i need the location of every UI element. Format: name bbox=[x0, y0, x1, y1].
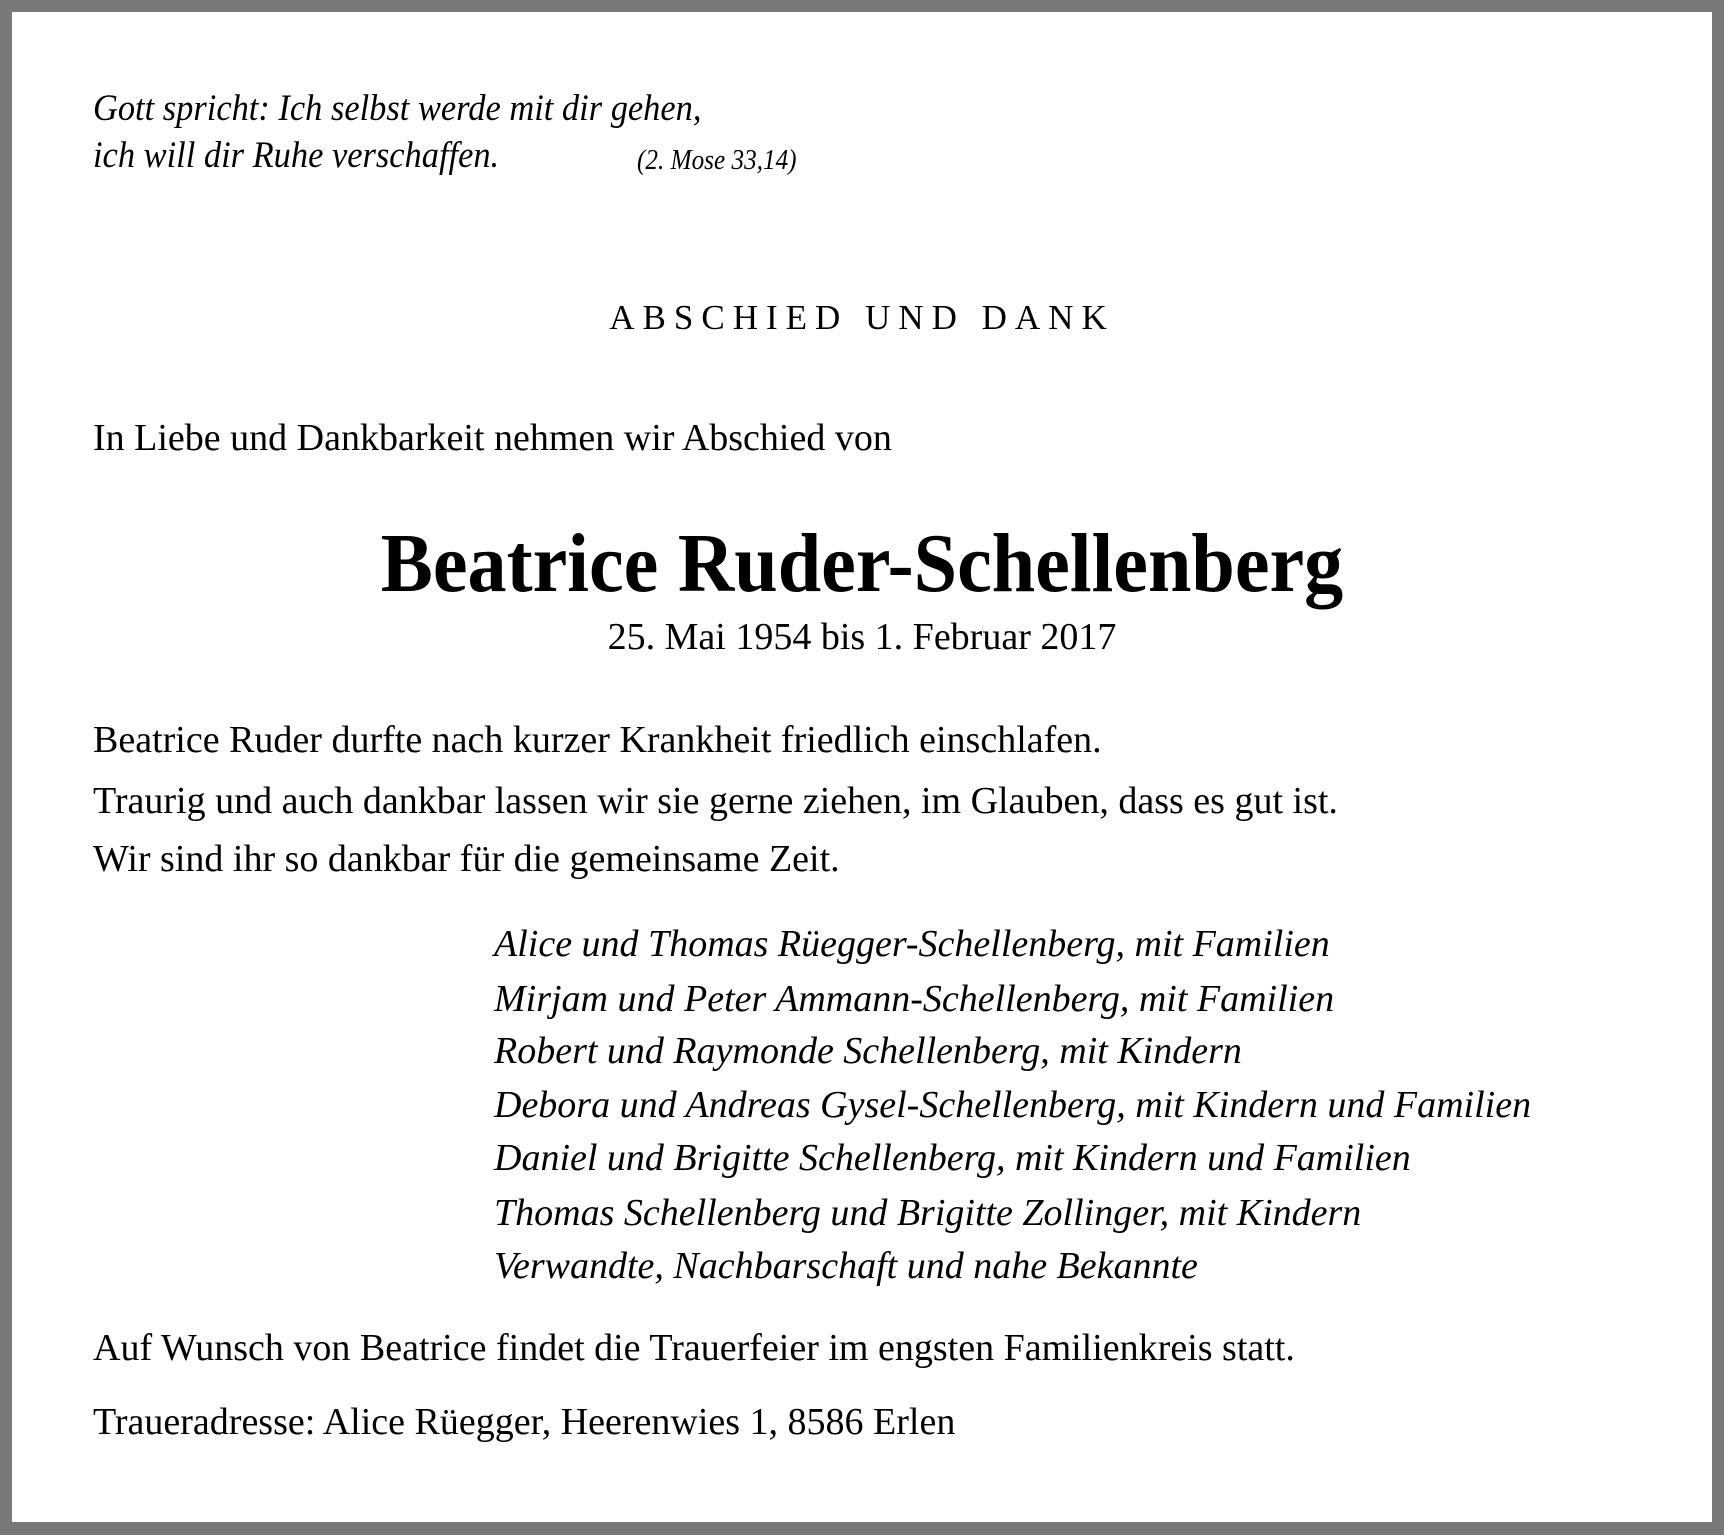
mourner-line: Debora und Andreas Gysel-Schellenberg, mit Kindern und Familien bbox=[494, 1084, 1532, 1126]
bible-quote-line-1: Gott spricht: Ich selbst werde mit dir gehen, bbox=[93, 88, 702, 129]
obituary-page bbox=[12, 12, 1712, 1522]
mourner-line: Robert und Raymonde Schellenberg, mit Kindern bbox=[494, 1030, 1242, 1072]
mourner-line: Alice und Thomas Rüegger-Schellenberg, mit Familien bbox=[494, 923, 1330, 965]
mourner-line: Verwandte, Nachbarschaft und nahe Bekannte bbox=[494, 1245, 1198, 1287]
mourning-address: Traueradresse: Alice Rüegger, Heerenwies 1, 8586 Erlen bbox=[93, 1401, 956, 1443]
mourner-line: Mirjam und Peter Ammann-Schellenberg, mit Familien bbox=[494, 978, 1335, 1020]
bible-quote-line-2: ich will dir Ruhe verschaffen. bbox=[93, 135, 500, 176]
intro-text: In Liebe und Dankbarkeit nehmen wir Abschied von bbox=[93, 417, 892, 459]
life-dates: 25. Mai 1954 bis 1. Februar 2017 bbox=[607, 616, 1117, 658]
body-line-1: Beatrice Ruder durfte nach kurzer Krankheit friedlich einschlafen. bbox=[93, 719, 1102, 761]
mourner-line: Thomas Schellenberg und Brigitte Zollinger, mit Kindern bbox=[494, 1192, 1362, 1234]
deceased-name: Beatrice Ruder-Schellenberg bbox=[380, 517, 1344, 610]
mourner-line: Daniel und Brigitte Schellenberg, mit Kindern und Familien bbox=[494, 1137, 1411, 1179]
heading: ABSCHIED UND DANK bbox=[609, 298, 1115, 337]
bible-reference: (2. Mose 33,14) bbox=[637, 145, 797, 176]
body-line-2: Traurig und auch dankbar lassen wir sie gerne ziehen, im Glauben, dass es gut ist. bbox=[93, 780, 1338, 822]
ceremony-note: Auf Wunsch von Beatrice findet die Trauerfeier im engsten Familienkreis statt. bbox=[93, 1327, 1295, 1369]
body-line-3: Wir sind ihr so dankbar für die gemeinsame Zeit. bbox=[93, 838, 840, 880]
